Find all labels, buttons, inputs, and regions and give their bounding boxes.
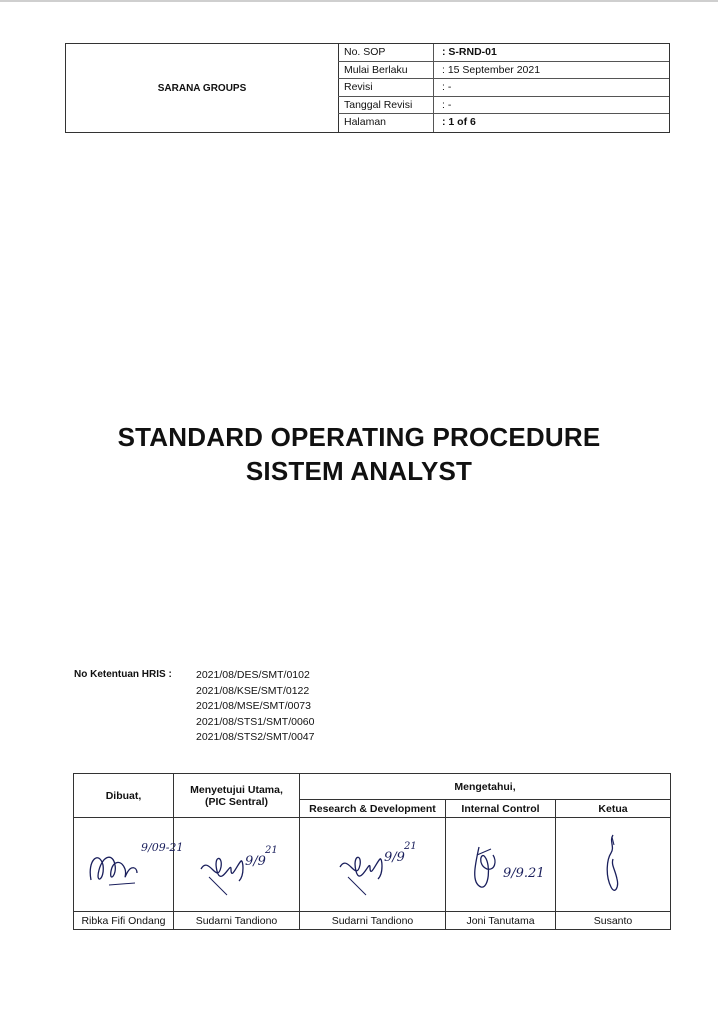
signature-cell (300, 818, 446, 912)
svg-text:9/9: 9/9 (383, 849, 405, 865)
handwritten-signature-3 (318, 825, 428, 905)
hris-code: 2021/08/MSE/SMT/0073 (196, 700, 311, 712)
approved-by-line-2: (PIC Sentral) (204, 795, 268, 808)
approval-table (73, 773, 671, 930)
approved-by-line-1: Menyetujui Utama, (190, 783, 283, 796)
scan-top-edge (0, 0, 718, 2)
header-label: Tanggal Revisi (338, 97, 434, 114)
handwritten-signature-1 (79, 825, 183, 905)
header-label: Mulai Berlaku (338, 62, 434, 79)
title-line-1: STANDARD OPERATING PROCEDURE (117, 422, 601, 452)
header-value: : - (442, 98, 452, 111)
signatory-name: Sudarni Tandiono (174, 912, 300, 930)
hris-code: 2021/08/DES/SMT/0102 (196, 669, 310, 681)
header-info-rows (338, 44, 669, 132)
header-row-sop-number (338, 44, 669, 62)
subheader-research-development: Research & Development (300, 800, 446, 818)
signatory-name: Joni Tanutama (446, 912, 556, 930)
header-value: : 1 of 6 (442, 116, 476, 129)
header-row-revision (338, 79, 669, 97)
signature-cell (74, 818, 183, 912)
signatory-name: Ribka Fifi Ondang (74, 912, 174, 930)
header-row-revision-date (338, 97, 669, 115)
signatory-name: Susanto (556, 912, 671, 930)
hris-code: 2021/08/STS1/SMT/0060 (196, 715, 315, 728)
svg-text:9/09-21: 9/09-21 (140, 840, 183, 854)
header-row-page (338, 114, 669, 132)
handwritten-signature-5 (583, 825, 643, 905)
subheader-internal-control: Internal Control (446, 800, 556, 818)
signature-cell (446, 818, 556, 912)
document-header (65, 43, 670, 133)
header-value: : 15 September 2021 (442, 63, 541, 76)
header-prepared-by: Dibuat, (74, 774, 174, 818)
header-acknowledged-by: Mengetahui, (300, 774, 671, 800)
hris-code: 2021/08/KSE/SMT/0122 (196, 684, 310, 697)
header-row-effective-date (338, 62, 669, 80)
header-approved-by (174, 774, 300, 818)
hris-code: 2021/08/STS2/SMT/0047 (196, 731, 315, 743)
company-name: SARANA GROUPS (66, 44, 339, 132)
handwritten-signature-2 (187, 825, 287, 905)
header-label: Halaman (338, 114, 434, 132)
svg-text:9/9.21: 9/9.21 (502, 865, 545, 881)
header-label: Revisi (338, 79, 434, 96)
signature-cell (174, 818, 300, 912)
signatory-name: Sudarni Tandiono (300, 912, 446, 930)
header-value: : S-RND-01 (442, 46, 497, 58)
header-label: No. SOP (338, 44, 434, 61)
header-value: : - (442, 81, 452, 94)
svg-text:9/9: 9/9 (244, 853, 266, 869)
subheader-chairman: Ketua (556, 800, 671, 818)
hris-code-list (196, 668, 315, 746)
signature-cell (556, 818, 671, 912)
document-title (0, 420, 718, 488)
hris-label: No Ketentuan HRIS : (74, 669, 172, 680)
svg-text:21: 21 (264, 844, 278, 856)
title-line-2: SISTEM ANALYST (245, 456, 473, 486)
handwritten-signature-4 (451, 825, 551, 905)
svg-text:21: 21 (403, 840, 417, 852)
